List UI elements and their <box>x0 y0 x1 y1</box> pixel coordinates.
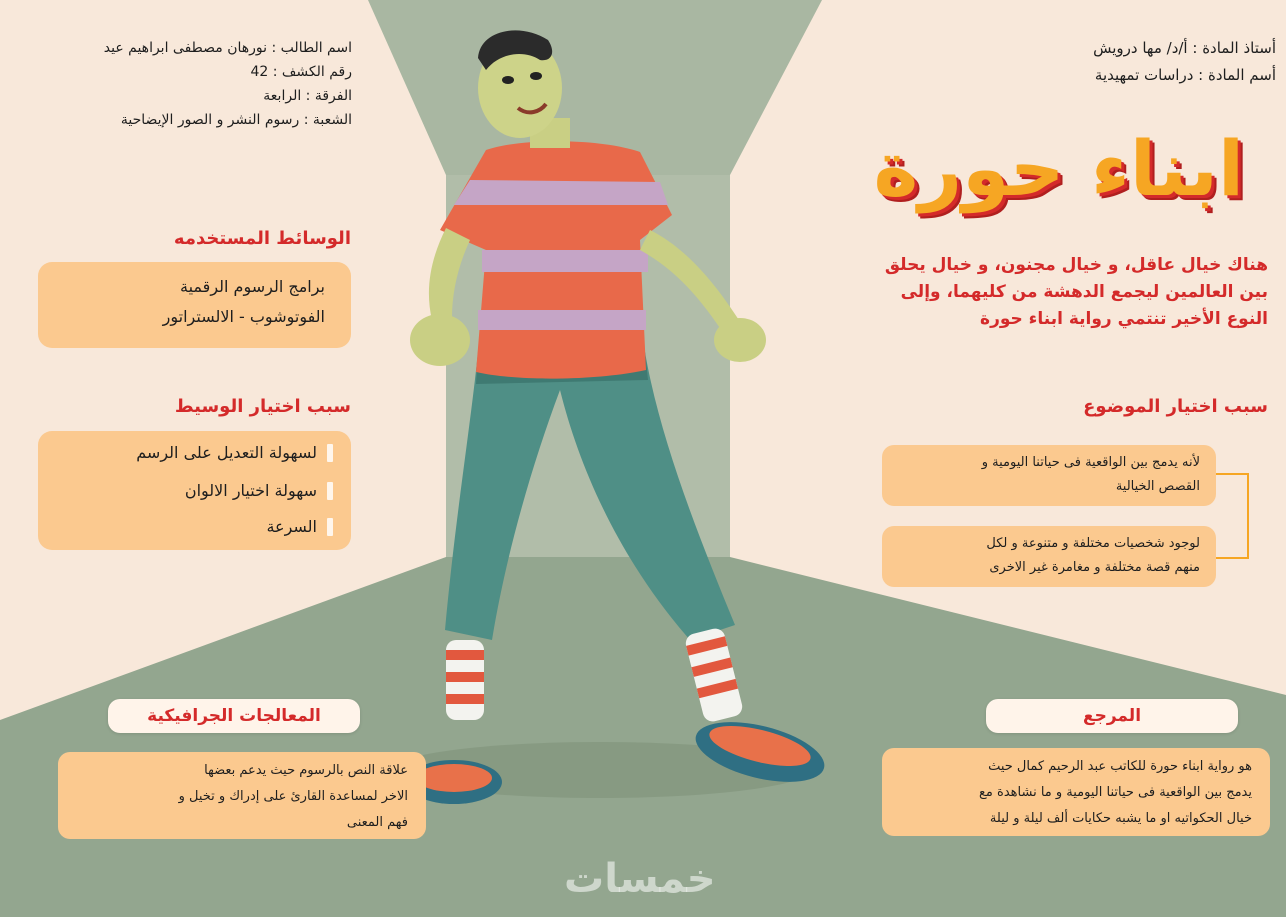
student-name: اسم الطالب : نورهان مصطفى ابراهيم عيد <box>103 40 352 56</box>
topic-reason-box-2 <box>882 526 1216 587</box>
description <box>885 252 1268 333</box>
medium-reason-item <box>136 443 333 462</box>
topic-reason-line: لأنه يدمج بين الواقعية فى حياتنا اليومية و <box>981 455 1200 470</box>
graphics-heading: المعالجات الجرافيكية <box>108 699 360 733</box>
graphics-box <box>58 752 426 839</box>
medium-reason-text: السرعة <box>266 517 317 536</box>
reference-line: خيال الحكواتيه او ما يشبه حكايات ألف ليلة و ليلة <box>989 811 1252 826</box>
reference-line: يدمج بين الواقعية فى حياتنا اليومية و ما نشاهدة مع <box>979 785 1252 800</box>
watermark-logo: خمسات <box>564 856 716 902</box>
topic-reason-line: القصص الخيالية <box>1115 479 1200 494</box>
bullet-mark <box>327 518 333 536</box>
graphics-line: فهم المعنى <box>346 815 408 830</box>
medium-reason-heading: سبب اختيار الوسيط <box>174 396 351 417</box>
medium-reason-box <box>38 431 351 550</box>
topic-reason-heading: سبب اختيار الموضوع <box>1083 396 1268 417</box>
medium-reason-text: لسهولة التعديل على الرسم <box>136 443 317 462</box>
medium-reason-item <box>266 517 333 536</box>
description-line: النوع الأخير تنتمي رواية ابناء حورة <box>980 309 1268 329</box>
media-box <box>38 262 351 348</box>
student-division: الشعبة : رسوم النشر و الصور الإيضاحية <box>120 112 352 128</box>
page-title: ابناء حورة <box>873 124 1244 213</box>
topic-reason-line: لوجود شخصيات مختلفة و متنوعة و لكل <box>986 536 1200 551</box>
topic-reason-box-1 <box>882 445 1216 506</box>
description-line: بين العالمين ليجمع الدهشة من كليهما، وإلى <box>900 282 1268 302</box>
bullet-mark <box>327 444 333 462</box>
student-year: الفرقة : الرابعة <box>263 88 352 104</box>
media-line: الفوتوشوب - الالستراتور <box>162 307 325 326</box>
topic-connector <box>1214 472 1254 562</box>
reference-heading: المرجع <box>986 699 1238 733</box>
medium-reason-item <box>185 481 333 500</box>
media-line: برامج الرسوم الرقمية <box>180 277 325 296</box>
reference-box <box>882 748 1270 836</box>
reference-line: هو رواية ابناء حورة للكاتب عبد الرحيم كمال حيث <box>988 759 1252 774</box>
student-id: رقم الكشف : 42 <box>250 64 352 80</box>
medium-reason-text: سهولة اختيار الالوان <box>184 481 317 500</box>
course-professor: أستاذ المادة : أ/د/ مها درويش <box>1093 39 1276 57</box>
bullet-mark <box>327 482 333 500</box>
topic-reason-line: منهم قصة مختلفة و مغامرة غير الاخرى <box>989 560 1200 575</box>
course-subject: أسم المادة : دراسات تمهيدية <box>1094 66 1276 84</box>
graphics-line: الاخر لمساعدة القارئ على إدراك و تخيل و <box>178 789 408 804</box>
media-heading: الوسائط المستخدمه <box>173 228 351 249</box>
graphics-line: علاقة النص بالرسوم حيث يدعم بعضها <box>204 763 408 778</box>
description-line: هناك خيال عاقل، و خيال مجنون، و خيال يحلق <box>884 255 1268 275</box>
